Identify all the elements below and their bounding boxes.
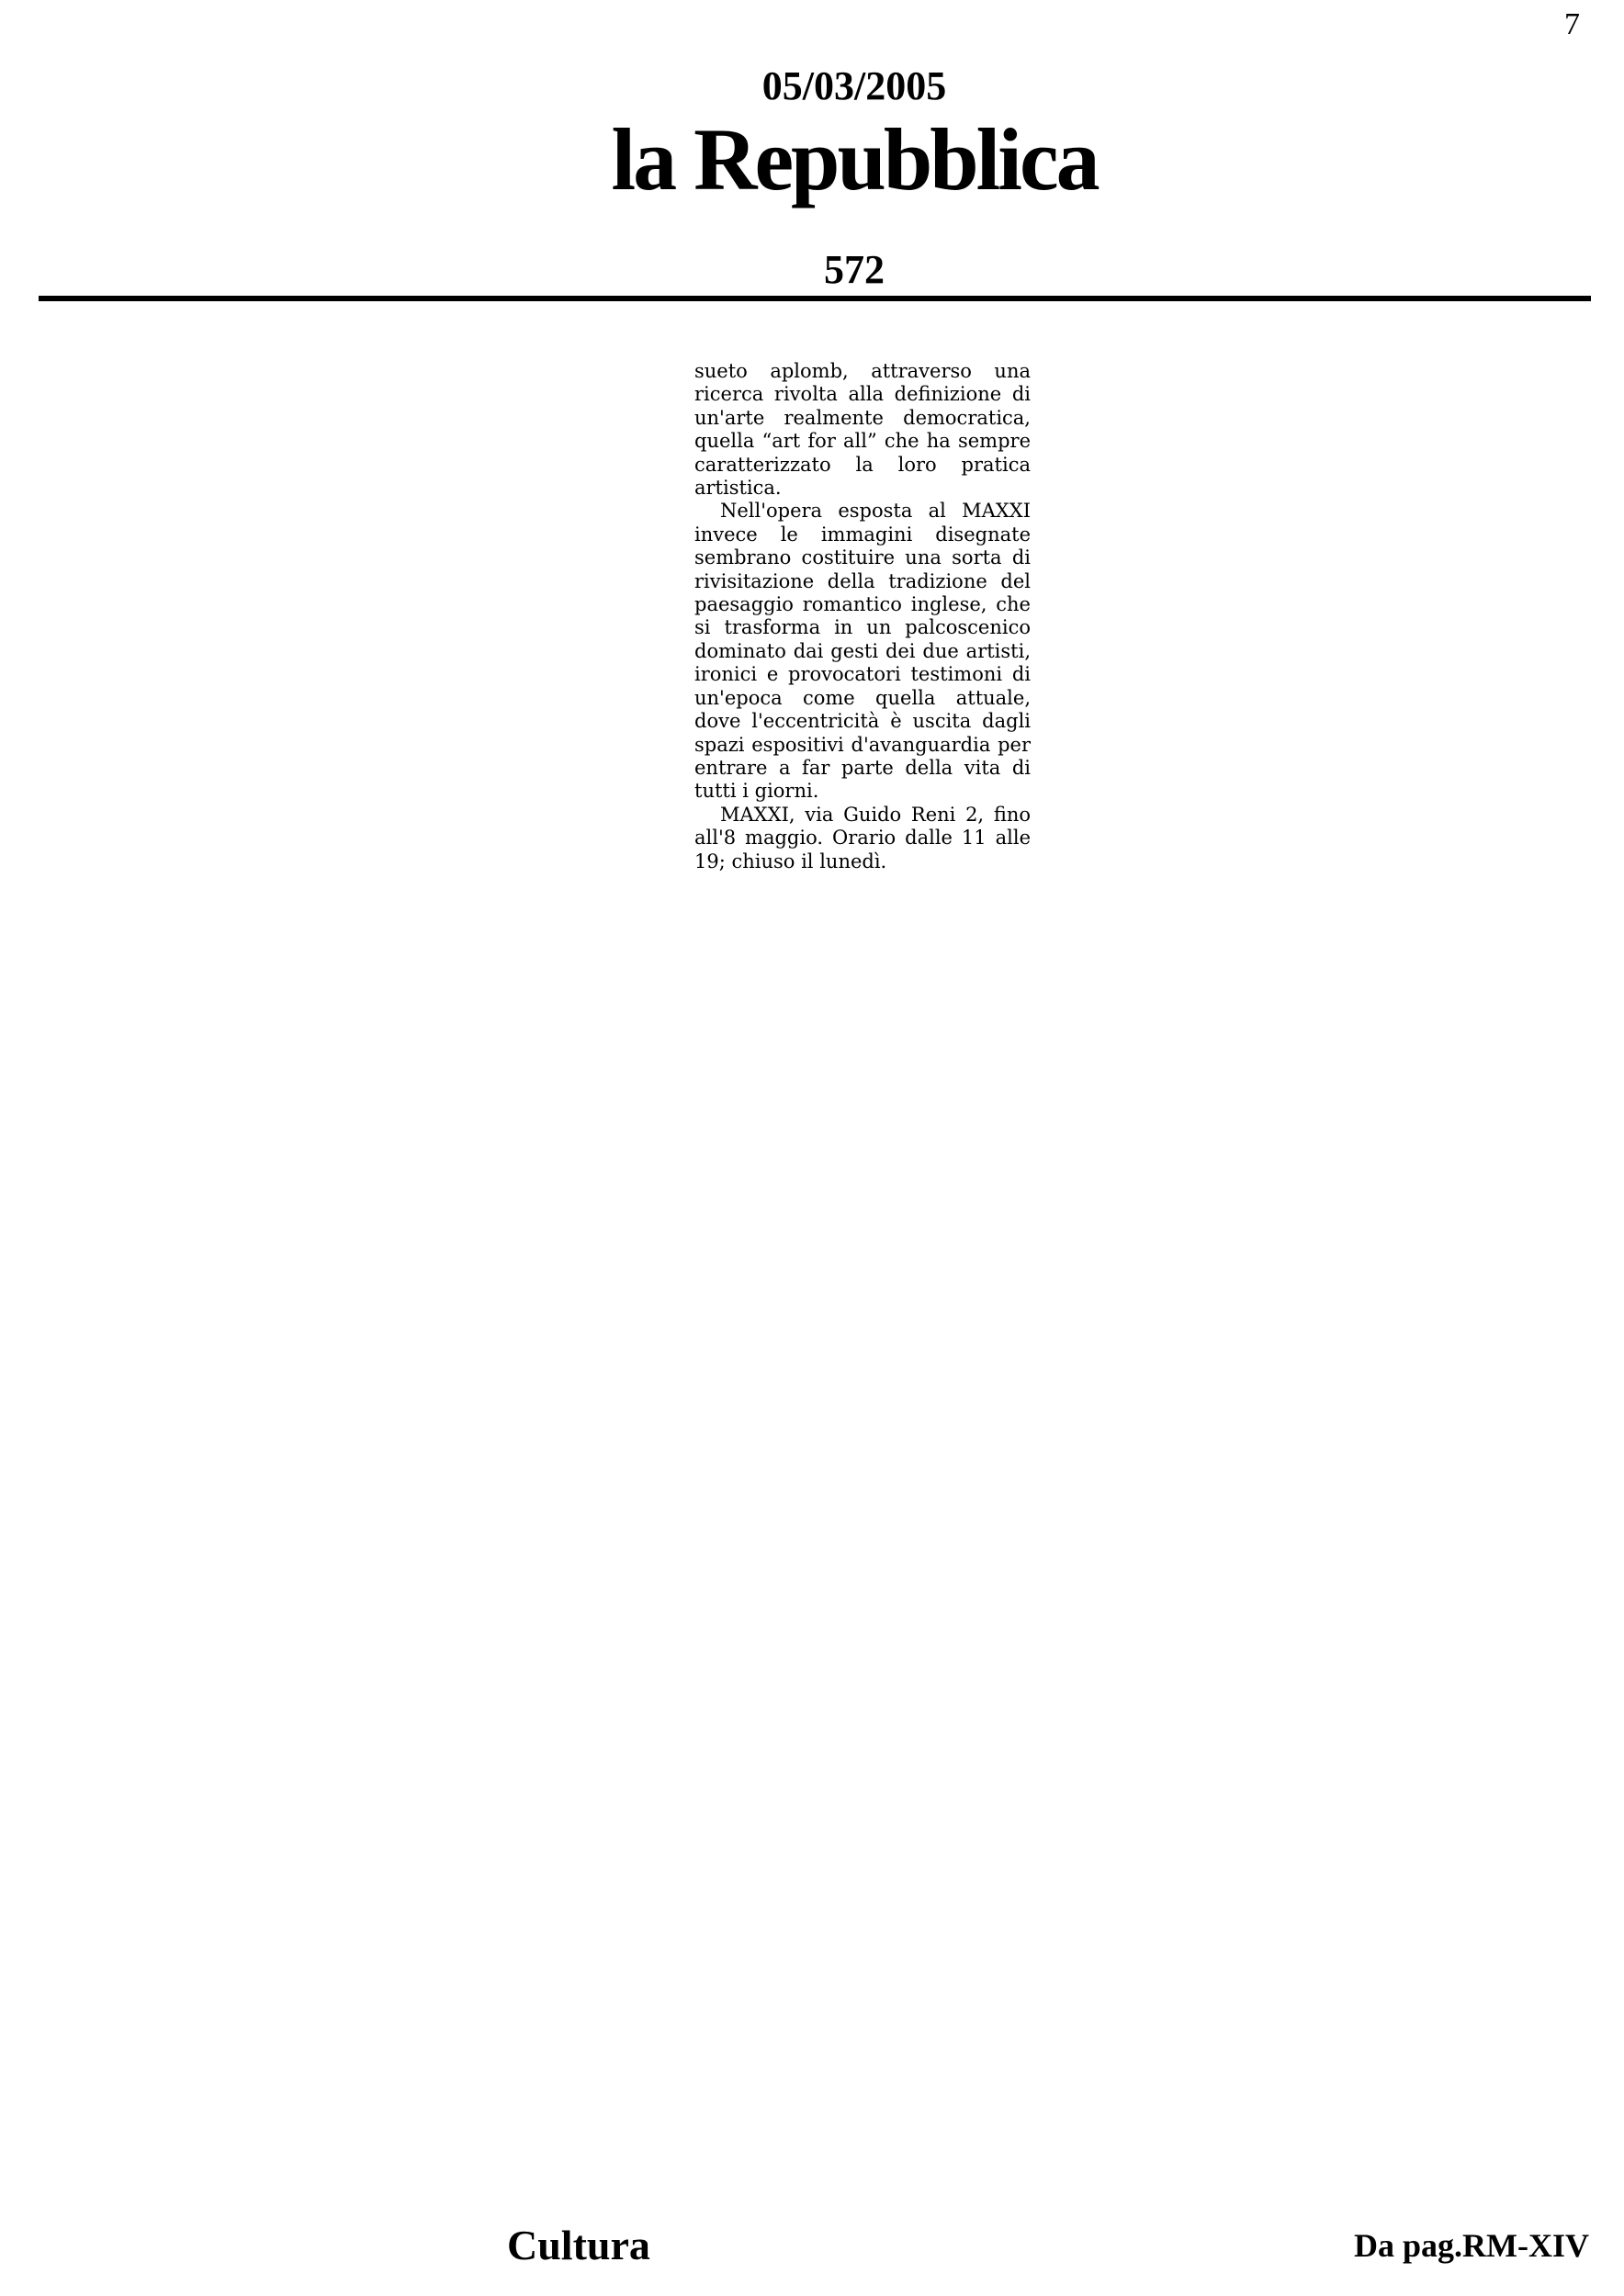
publication-date: 05/03/2005 bbox=[761, 63, 947, 108]
section-label: Cultura bbox=[507, 2222, 650, 2268]
article-paragraph: MAXXI, via Guido Reni 2, fino all'8 maggio. Orario dalle 11 alle 19; chiuso il lunedì. bbox=[694, 803, 1031, 872]
header-divider bbox=[39, 296, 1591, 301]
article-body bbox=[694, 360, 1031, 873]
source-page-label: Da pag.RM-XIV bbox=[1354, 2227, 1589, 2264]
page-number: 7 bbox=[1564, 7, 1580, 41]
newspaper-masthead: la Repubblica bbox=[611, 110, 1098, 208]
article-paragraph: sueto aplomb, attraverso una ricerca rivolta alla definizione di un'arte realmente democratica, quella “art for all” che ha sempre caratterizzato la loro pratica artistica. bbox=[694, 360, 1031, 500]
article-paragraph: Nell'opera esposta al MAXXI invece le immagini disegnate sembrano costituire una sorta di rivisitazione della tradizione del paesaggio romantico inglese, che si trasforma in un palcoscenico dominato dai gesti dei due artisti, ironici e provocatori testimoni di un'epoca come quella attuale, dove l'eccentricità è uscita dagli spazi espositivi d'avanguardia per entrare a far parte della vita di tutti i giorni. bbox=[694, 500, 1031, 803]
issue-number: 572 bbox=[824, 247, 885, 292]
header bbox=[0, 62, 1624, 294]
